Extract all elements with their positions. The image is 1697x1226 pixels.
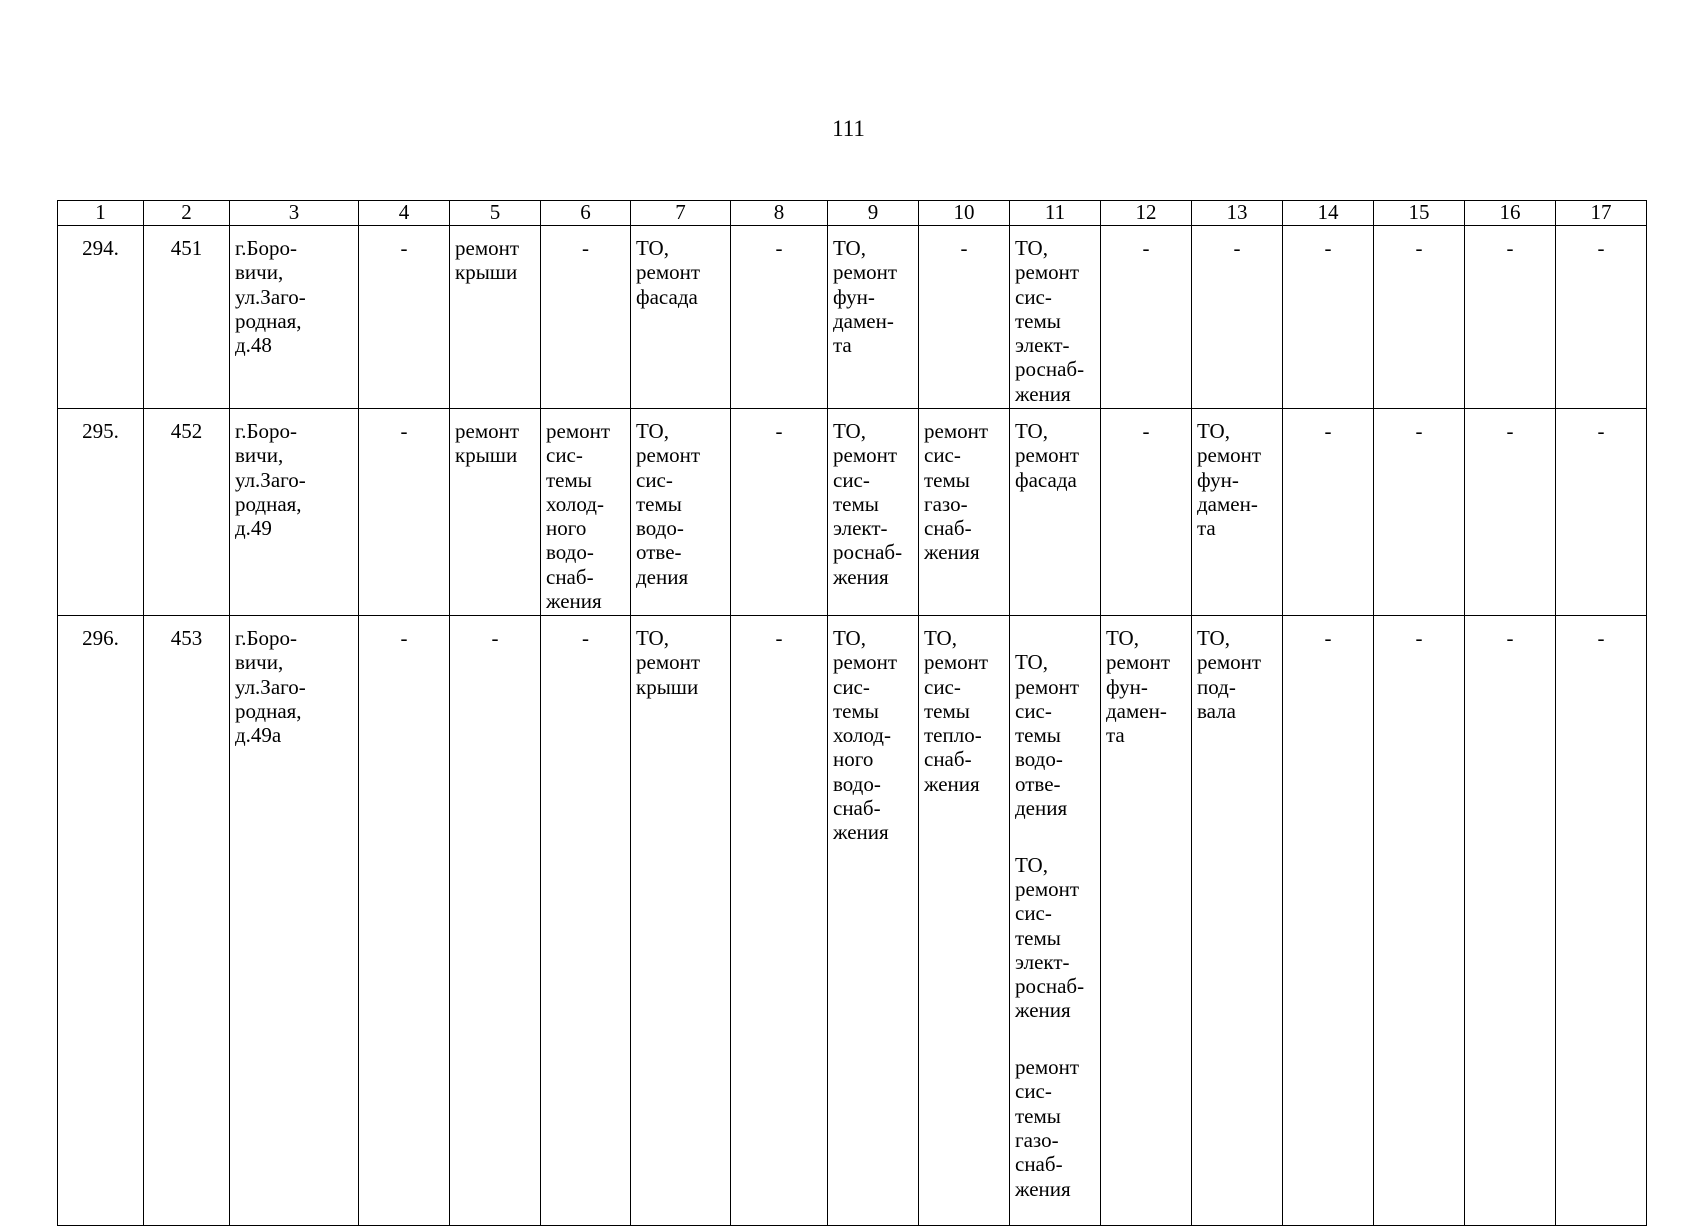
cell-text: ремонт крыши	[455, 419, 520, 468]
column-header: 17	[1556, 201, 1647, 226]
repair-schedule-table	[57, 200, 1647, 1226]
cell-text: -	[1142, 419, 1150, 443]
column-header: 3	[230, 201, 359, 226]
column-header: 5	[450, 201, 541, 226]
table-cell	[1101, 409, 1192, 616]
cell-text: -	[1415, 236, 1423, 260]
cell-text: 295.	[82, 419, 119, 443]
table-row	[58, 409, 1647, 616]
column-header: 14	[1283, 201, 1374, 226]
cell-text: -	[775, 419, 783, 443]
table-cell	[1283, 616, 1374, 1226]
cell-text: ремонт сис- темы газо- снаб- жения	[924, 419, 989, 565]
table-cell	[919, 226, 1010, 409]
table-cell	[1556, 226, 1647, 409]
cell-text: ТО, ремонт фун- дамен- та	[833, 236, 898, 358]
column-header: 2	[144, 201, 230, 226]
table-cell	[359, 226, 450, 409]
cell-text: ТО, ремонт крыши	[636, 626, 701, 699]
table-cell	[1465, 616, 1556, 1226]
cell-text: -	[1324, 419, 1332, 443]
table-cell	[144, 616, 230, 1226]
column-header: 15	[1374, 201, 1465, 226]
cell-text: -	[775, 236, 783, 260]
column-header: 11	[1010, 201, 1101, 226]
cell-text: 452	[170, 419, 203, 443]
column-header: 8	[731, 201, 828, 226]
cell-text: -	[1597, 236, 1605, 260]
cell-text: ремонт сис- темы холод- ного водо- снаб- жения	[546, 419, 611, 614]
cell-text: -	[1142, 236, 1150, 260]
table-cell	[828, 409, 919, 616]
cell-text: г.Боро- вичи, ул.Заго- родная, д.48	[235, 236, 306, 358]
table-cell	[450, 616, 541, 1226]
table-cell	[58, 226, 144, 409]
table-cell	[1010, 226, 1101, 409]
table-cell	[731, 409, 828, 616]
cell-text: ТО, ремонт сис- темы холод- ного водо- снаб- жения	[833, 626, 898, 845]
cell-text: -	[960, 236, 968, 260]
table-cell	[58, 409, 144, 616]
cell-text: -	[1597, 419, 1605, 443]
cell-text: -	[400, 236, 408, 260]
cell-text: -	[1597, 626, 1605, 650]
table-cell	[541, 409, 631, 616]
table-row	[58, 616, 1647, 1226]
table-cell	[631, 616, 731, 1226]
table-cell	[144, 409, 230, 616]
table-cell	[828, 616, 919, 1226]
table-cell	[1101, 616, 1192, 1226]
table-cell	[1192, 616, 1283, 1226]
cell-text: ТО, ремонт фун- дамен- та	[1106, 626, 1171, 748]
table-cell	[1192, 409, 1283, 616]
table-cell	[1556, 409, 1647, 616]
cell-text: ТО, ремонт фасада	[1015, 419, 1080, 492]
table-cell	[1101, 226, 1192, 409]
cell-text: -	[1506, 626, 1514, 650]
cell-text: ТО, ремонт сис- темы элект- роснаб- жения	[1015, 852, 1085, 1023]
cell-text: ТО, ремонт под- вала	[1197, 626, 1262, 723]
table-cell	[450, 226, 541, 409]
table-cell	[1465, 409, 1556, 616]
cell-text: г.Боро- вичи, ул.Заго- родная, д.49	[235, 419, 306, 541]
cell-text: ТО, ремонт сис- темы водо- отве- дения	[636, 419, 701, 589]
table-cell	[1465, 226, 1556, 409]
table-cell	[1374, 616, 1465, 1226]
cell-text: -	[1324, 236, 1332, 260]
cell-text: ТО, ремонт сис- темы тепло- снаб- жения	[924, 626, 989, 796]
cell-text: 451	[170, 236, 203, 260]
table-cell	[1010, 409, 1101, 616]
cell-text: г.Боро- вичи, ул.Заго- родная, д.49а	[235, 626, 306, 748]
cell-text: ТО, ремонт фасада	[636, 236, 701, 309]
cell-text: -	[400, 419, 408, 443]
cell-text: -	[1506, 236, 1514, 260]
table-cell	[359, 409, 450, 616]
cell-text: 294.	[82, 236, 119, 260]
cell-text: ремонт крыши	[455, 236, 520, 285]
cell-text: ТО, ремонт фун- дамен- та	[1197, 419, 1262, 541]
table-cell	[1010, 616, 1101, 1226]
cell-text: -	[1506, 419, 1514, 443]
table-cell	[58, 616, 144, 1226]
table-cell	[230, 226, 359, 409]
table-cell	[631, 409, 731, 616]
table-row	[58, 226, 1647, 409]
cell-text: -	[775, 626, 783, 650]
table-cell	[1192, 226, 1283, 409]
table-cell	[828, 226, 919, 409]
cell-text: -	[400, 626, 408, 650]
table-cell	[1374, 226, 1465, 409]
table-cell	[359, 616, 450, 1226]
cell-text: 296.	[82, 626, 119, 650]
cell-text: -	[1415, 419, 1423, 443]
cell-text: ТО, ремонт сис- темы элект- роснаб- жения	[1015, 236, 1085, 406]
table-cell	[450, 409, 541, 616]
table-cell	[919, 616, 1010, 1226]
column-header: 1	[58, 201, 144, 226]
table-cell	[731, 226, 828, 409]
column-header: 13	[1192, 201, 1283, 226]
column-header: 7	[631, 201, 731, 226]
table-cell	[731, 616, 828, 1226]
table-cell	[919, 409, 1010, 616]
table-cell	[1374, 409, 1465, 616]
column-header: 12	[1101, 201, 1192, 226]
cell-text: -	[1233, 236, 1241, 260]
cell-text: -	[1324, 626, 1332, 650]
table-cell	[631, 226, 731, 409]
table-cell	[230, 409, 359, 616]
cell-text: ремонт сис- темы газо- снаб- жения	[1015, 1055, 1080, 1201]
cell-text: ТО, ремонт сис- темы водо- отве- дения	[1015, 650, 1080, 821]
column-header: 4	[359, 201, 450, 226]
column-header: 9	[828, 201, 919, 226]
column-header: 16	[1465, 201, 1556, 226]
table-cell	[541, 226, 631, 409]
cell-text: ТО, ремонт сис- темы элект- роснаб- жения	[833, 419, 903, 589]
table-cell	[1283, 409, 1374, 616]
column-header: 6	[541, 201, 631, 226]
cell-text: -	[582, 626, 589, 650]
cell-text: -	[491, 626, 499, 650]
cell-text: -	[1415, 626, 1423, 650]
page-number: 111	[832, 116, 865, 141]
cell-text: 453	[170, 626, 203, 650]
table-cell	[1283, 226, 1374, 409]
table-cell	[541, 616, 631, 1226]
header-row	[58, 201, 1647, 226]
table-cell	[144, 226, 230, 409]
cell-text: -	[582, 236, 589, 260]
table-cell	[230, 616, 359, 1226]
column-header: 10	[919, 201, 1010, 226]
table-cell	[1556, 616, 1647, 1226]
